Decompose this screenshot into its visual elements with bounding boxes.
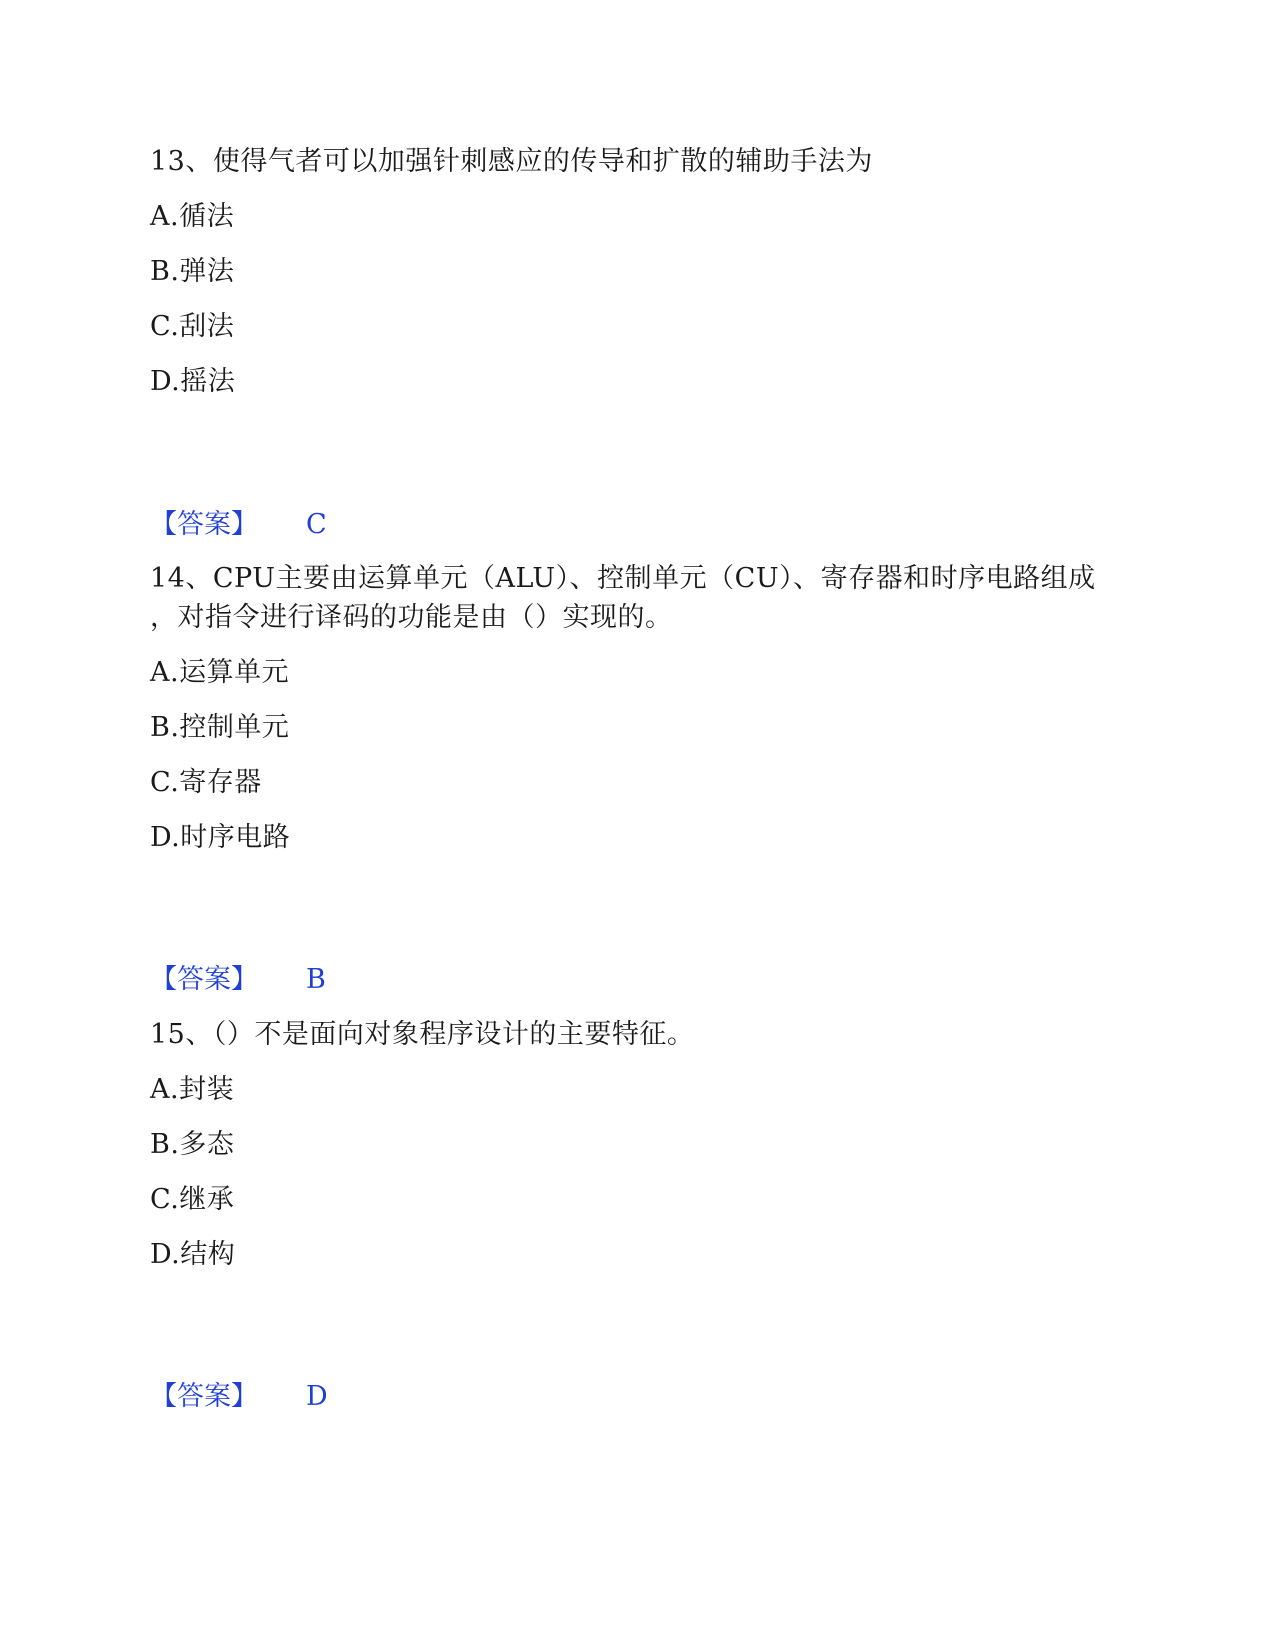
answer-label: 【答案】 xyxy=(150,509,258,540)
answer-value: D xyxy=(306,1381,328,1412)
answer-block xyxy=(150,1380,328,1414)
option-b: B.弹法 xyxy=(150,256,235,287)
option-d: D.结构 xyxy=(150,1239,236,1270)
option-b: B.多态 xyxy=(150,1129,235,1160)
option-b: B.控制单元 xyxy=(150,712,290,743)
option-d: D.摇法 xyxy=(150,366,236,397)
answer-block xyxy=(150,508,327,542)
question-stem: 13、使得气者可以加强针刺感应的传导和扩散的辅助手法为 xyxy=(150,146,873,177)
option-a: A.封装 xyxy=(150,1074,235,1105)
option-c: C.寄存器 xyxy=(150,767,262,798)
answer-block xyxy=(150,963,326,997)
option-a: A.运算单元 xyxy=(150,657,290,688)
answer-value: C xyxy=(306,509,327,540)
option-c: C.刮法 xyxy=(150,311,235,342)
answer-value: B xyxy=(306,964,326,995)
question-stem-line-2: ，对指令进行译码的功能是由（）实现的。 xyxy=(150,602,673,633)
option-d: D.时序电路 xyxy=(150,822,291,853)
answer-label: 【答案】 xyxy=(150,1381,258,1412)
option-a: A.循法 xyxy=(150,201,235,232)
answer-label: 【答案】 xyxy=(150,964,258,995)
question-stem-line-1: 14、CPU主要由运算单元（ALU）、控制单元（CU）、寄存器和时序电路组成 xyxy=(150,563,1096,594)
question-stem: 15、（）不是面向对象程序设计的主要特征。 xyxy=(150,1019,695,1050)
option-c: C.继承 xyxy=(150,1184,235,1215)
